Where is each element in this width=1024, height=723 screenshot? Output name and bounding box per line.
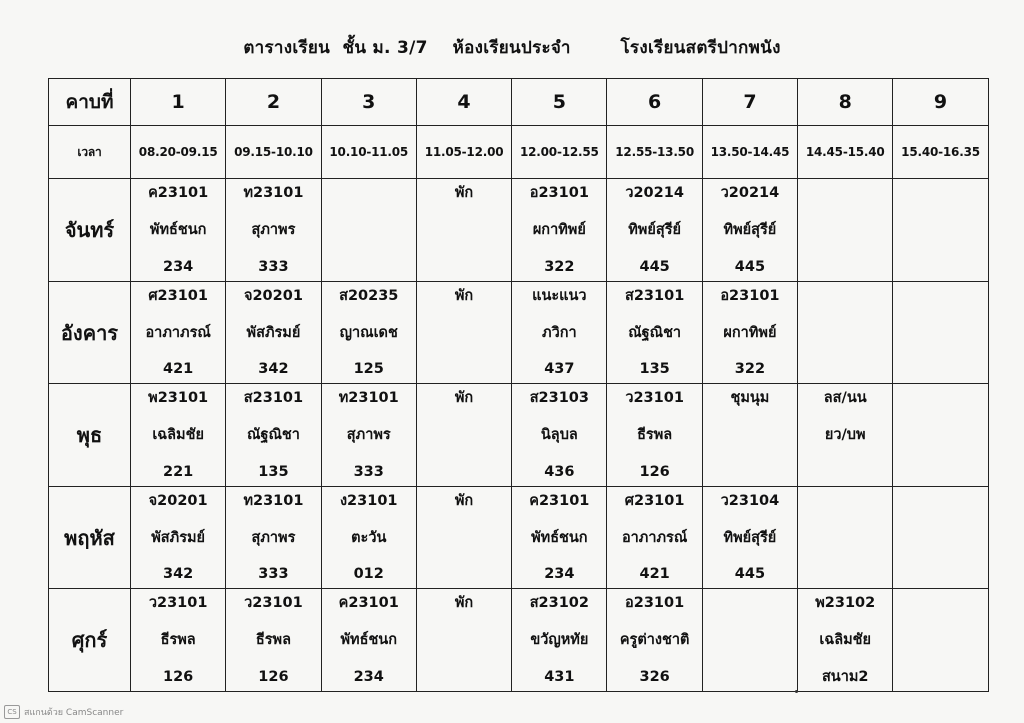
room-number	[417, 221, 511, 239]
class-entry	[322, 589, 416, 691]
teacher-name	[417, 203, 511, 221]
class-entry	[703, 487, 797, 589]
subject-code: ค23101	[529, 492, 590, 509]
period-time: 12.00-12.55	[512, 126, 607, 179]
class-entry	[893, 487, 987, 589]
period-label: คาบที่	[49, 79, 131, 126]
subject-code: ลส/นน	[823, 390, 867, 407]
schedule-cell	[416, 589, 511, 692]
room-number: 445	[639, 258, 670, 275]
teacher-name	[703, 408, 797, 426]
class-entry	[607, 179, 701, 281]
room-number	[417, 529, 511, 547]
schedule-cell	[798, 486, 893, 589]
period-time: 08.20-09.15	[131, 126, 226, 179]
teacher-name: พัทธ์ชนก	[149, 222, 207, 239]
schedule-cell	[607, 486, 702, 589]
subject-code: พัก	[454, 287, 474, 304]
schedule-cell	[226, 384, 321, 487]
day-row	[49, 384, 989, 487]
timetable	[48, 78, 989, 692]
schedule-cell	[131, 486, 226, 589]
teacher-name	[893, 203, 987, 221]
subject-code: ท23101	[243, 492, 304, 509]
teacher-name: ธีรพล	[160, 632, 196, 649]
period-number: 7	[702, 79, 797, 126]
subject-code: ว23101	[148, 595, 208, 612]
subject-code: ส20235	[339, 287, 399, 304]
class-entry	[607, 282, 701, 384]
subject-code	[893, 288, 987, 306]
teacher-name: สุภาพร	[251, 222, 296, 239]
subject-code: ค23101	[148, 185, 209, 202]
teacher-name: ทิพย์สุรีย์	[723, 529, 777, 546]
room-number: 322	[544, 258, 575, 275]
subject-code: ค23101	[338, 595, 399, 612]
room-number	[893, 324, 987, 342]
class-entry	[798, 282, 892, 384]
subject-code	[322, 185, 416, 203]
subject-code: ว23104	[720, 492, 780, 509]
teacher-name: ยว/บพ	[824, 427, 866, 444]
period-time: 14.45-15.40	[798, 126, 893, 179]
class-entry	[322, 384, 416, 486]
subject-code: ว23101	[244, 595, 303, 612]
teacher-name: ทิพย์สุรีย์	[628, 222, 681, 239]
period-number: 2	[226, 79, 321, 126]
class-entry	[417, 384, 511, 486]
schedule-cell	[607, 281, 702, 384]
subject-code	[893, 595, 987, 613]
room-number: สนาม2	[821, 669, 869, 685]
teacher-name	[893, 613, 987, 631]
period-number: 5	[512, 79, 607, 126]
class-entry	[417, 487, 511, 589]
room-number	[417, 324, 511, 342]
class-entry	[226, 282, 320, 384]
teacher-name: นิลุบล	[540, 427, 578, 444]
teacher-name: ทิพย์สุรีย์	[723, 222, 777, 239]
room-number	[417, 631, 511, 649]
watermark-text: สแกนด้วย CamScanner	[24, 708, 124, 718]
teacher-name	[417, 613, 511, 631]
room-number	[703, 426, 797, 444]
class-entry	[226, 487, 320, 589]
teacher-name: ธีรพล	[255, 632, 291, 649]
class-entry	[322, 179, 416, 281]
class-entry	[893, 384, 987, 486]
teacher-name	[893, 408, 987, 426]
class-entry	[131, 282, 225, 384]
class-entry	[512, 589, 606, 691]
room-number: 431	[544, 669, 575, 685]
period-time: 12.55-13.50	[607, 126, 702, 179]
teacher-name	[798, 203, 892, 221]
period-time: 13.50-14.45	[702, 126, 797, 179]
subject-code: พัก	[454, 185, 474, 202]
teacher-name: อาภาภรณ์	[621, 529, 688, 546]
day-label: อังคาร	[49, 281, 131, 384]
room-number: 012	[353, 566, 384, 583]
class-entry	[417, 282, 511, 384]
subject-code: ท23101	[338, 390, 399, 407]
period-number: 6	[607, 79, 702, 126]
subject-code: อ23101	[529, 185, 589, 202]
class-entry	[226, 179, 320, 281]
class-entry	[607, 487, 701, 589]
room-number	[703, 631, 797, 649]
room-number: 333	[353, 463, 384, 480]
day-row	[49, 486, 989, 589]
class-entry	[512, 179, 606, 281]
subject-code: ส23102	[529, 595, 589, 612]
class-entry	[131, 589, 225, 691]
schedule-cell	[131, 281, 226, 384]
schedule-cell	[226, 589, 321, 692]
time-label: เวลา	[49, 126, 131, 179]
subject-code: พัก	[454, 492, 474, 509]
schedule-cell	[798, 281, 893, 384]
schedule-cell	[226, 281, 321, 384]
class-entry	[703, 384, 797, 486]
subject-code: ชุมนุม	[730, 390, 770, 407]
schedule-cell	[893, 486, 988, 589]
subject-code: จ20201	[243, 287, 303, 304]
room-number: 126	[258, 669, 289, 685]
class-entry	[417, 589, 511, 691]
room-number: 445	[734, 566, 766, 583]
schedule-cell	[131, 589, 226, 692]
class-entry	[607, 384, 701, 486]
subject-code: พัก	[454, 390, 474, 407]
period-time: 09.15-10.10	[226, 126, 321, 179]
room-number: 333	[258, 566, 289, 583]
day-row	[49, 179, 989, 282]
subject-code: ท23101	[243, 185, 304, 202]
class-entry	[131, 487, 225, 589]
schedule-cell	[798, 179, 893, 282]
teacher-name: ผกาทิพย์	[723, 324, 777, 341]
period-header-row	[49, 79, 989, 126]
day-row	[49, 589, 989, 692]
teacher-name: ณัฐณิชา	[247, 427, 300, 444]
period-time: 15.40-16.35	[893, 126, 988, 179]
teacher-name	[417, 511, 511, 529]
schedule-cell	[702, 384, 797, 487]
subject-code: ส23101	[624, 287, 685, 304]
schedule-cell	[321, 384, 416, 487]
class-entry	[798, 487, 892, 589]
room-number	[893, 631, 987, 649]
teacher-name: ขวัญหทัย	[530, 632, 589, 649]
period-number: 3	[321, 79, 416, 126]
teacher-name: ตะวัน	[351, 529, 387, 546]
teacher-name: อาภาภรณ์	[145, 324, 211, 341]
room-number: 221	[163, 463, 194, 480]
teacher-name: ธีรพล	[637, 427, 673, 444]
schedule-cell	[512, 486, 607, 589]
class-entry	[512, 487, 606, 589]
subject-code: ส23103	[529, 390, 589, 407]
class-entry	[893, 282, 987, 384]
schedule-cell	[607, 179, 702, 282]
period-number: 9	[893, 79, 988, 126]
teacher-name	[417, 306, 511, 324]
room-number: 322	[734, 361, 766, 378]
schedule-cell	[512, 281, 607, 384]
room-number	[417, 426, 511, 444]
teacher-name	[417, 408, 511, 426]
class-entry	[703, 282, 797, 384]
subject-code: ศ23101	[624, 492, 685, 509]
class-entry	[226, 384, 320, 486]
room-number: 126	[639, 463, 670, 480]
schedule-cell	[321, 486, 416, 589]
schedule-cell	[893, 179, 988, 282]
teacher-name	[893, 306, 987, 324]
teacher-name	[893, 511, 987, 529]
scanner-watermark	[4, 705, 123, 719]
schedule-cell	[416, 281, 511, 384]
room-number: 436	[544, 463, 575, 480]
day-row	[49, 281, 989, 384]
teacher-name: สุภาพร	[346, 427, 391, 444]
subject-code	[798, 493, 892, 511]
teacher-name	[703, 613, 797, 631]
day-label: พุธ	[49, 384, 131, 487]
room-number	[798, 324, 892, 342]
schedule-cell	[798, 589, 893, 692]
room-number: 135	[639, 361, 670, 378]
teacher-name: พัสภิรมย์	[151, 529, 206, 546]
subject-code	[893, 493, 987, 511]
teacher-name: ภวิกา	[542, 324, 577, 341]
room-number: 342	[258, 361, 289, 378]
schedule-cell	[893, 589, 988, 692]
room-number: 234	[544, 566, 575, 583]
class-entry	[512, 282, 606, 384]
room-number: 326	[639, 669, 670, 685]
page-title: ตารางเรียน ชั้น ม. 3/7 ห้องเรียนประจำ โรงเรียนสตรีปากพนัง	[243, 38, 781, 58]
subject-code: ว20214	[720, 185, 780, 202]
schedule-cell	[702, 486, 797, 589]
schedule-cell	[131, 179, 226, 282]
teacher-name: ญาณเดช	[339, 324, 398, 341]
class-entry	[703, 589, 797, 691]
subject-code	[893, 390, 987, 408]
schedule-cell	[512, 179, 607, 282]
class-entry	[798, 384, 892, 486]
class-entry	[131, 179, 225, 281]
schedule-cell	[607, 384, 702, 487]
class-entry	[703, 179, 797, 281]
teacher-name	[322, 203, 416, 221]
subject-code: พ23102	[815, 595, 876, 612]
period-number: 8	[798, 79, 893, 126]
teacher-name: ณัฐณิชา	[628, 324, 682, 341]
teacher-name: พัทธ์ชนก	[340, 632, 397, 649]
room-number: 421	[639, 566, 670, 583]
schedule-cell	[226, 486, 321, 589]
room-number	[893, 426, 987, 444]
schedule-cell	[416, 384, 511, 487]
schedule-cell	[321, 589, 416, 692]
schedule-cell	[416, 179, 511, 282]
day-label: จันทร์	[49, 179, 131, 282]
schedule-cell	[321, 281, 416, 384]
subject-code	[798, 288, 892, 306]
schedule-cell	[893, 281, 988, 384]
time-header-row	[49, 126, 989, 179]
subject-code: พัก	[454, 595, 474, 612]
subject-code	[798, 185, 892, 203]
camscanner-logo-icon: CS	[4, 705, 20, 719]
subject-code: ว23101	[625, 390, 684, 407]
room-number: 234	[353, 669, 384, 685]
room-number: 421	[163, 361, 194, 378]
class-entry	[417, 179, 511, 281]
class-entry	[322, 282, 416, 384]
subject-code	[703, 595, 797, 613]
period-number: 4	[416, 79, 511, 126]
room-number: 342	[163, 566, 194, 583]
class-entry	[226, 589, 320, 691]
teacher-name	[798, 511, 892, 529]
subject-code: ศ23101	[148, 287, 208, 304]
class-entry	[893, 589, 987, 691]
schedule-cell	[512, 589, 607, 692]
class-entry	[893, 179, 987, 281]
room-number: 234	[163, 258, 194, 275]
teacher-name: พัสภิรมย์	[246, 324, 301, 341]
period-number: 1	[131, 79, 226, 126]
schedule-cell	[321, 179, 416, 282]
room-number	[798, 464, 892, 482]
schedule-cell	[702, 179, 797, 282]
room-number	[798, 529, 892, 547]
room-number: 135	[258, 463, 289, 480]
teacher-name: สุภาพร	[251, 529, 296, 546]
schedule-cell	[226, 179, 321, 282]
room-number: 125	[353, 361, 384, 378]
day-label: พฤหัส	[49, 486, 131, 589]
schedule-cell	[416, 486, 511, 589]
class-entry	[798, 589, 892, 691]
class-entry	[607, 589, 701, 691]
room-number	[893, 529, 987, 547]
schedule-cell	[798, 384, 893, 487]
subject-code: ส23101	[243, 390, 304, 407]
subject-code: พ23101	[148, 390, 209, 407]
teacher-name: ครูต่างชาติ	[619, 632, 690, 649]
room-number	[798, 221, 892, 239]
teacher-name	[798, 306, 892, 324]
room-number: 126	[163, 669, 194, 685]
room-number	[322, 221, 416, 239]
subject-code: อ23101	[625, 595, 685, 612]
class-entry	[512, 384, 606, 486]
period-time: 10.10-11.05	[321, 126, 416, 179]
subject-code: จ20201	[148, 492, 208, 509]
teacher-name: เฉลิมชัย	[819, 632, 872, 649]
schedule-cell	[702, 281, 797, 384]
subject-code: ง23101	[339, 492, 398, 509]
room-number: 437	[544, 361, 575, 378]
period-time: 11.05-12.00	[416, 126, 511, 179]
scan-speck	[795, 690, 798, 693]
subject-code	[893, 185, 987, 203]
day-label: ศุกร์	[49, 589, 131, 692]
room-number	[893, 221, 987, 239]
subject-code: แนะแนว	[532, 287, 587, 304]
teacher-name: พัทธ์ชนก	[531, 529, 588, 546]
subject-code: ว20214	[625, 185, 684, 202]
class-entry	[798, 179, 892, 281]
teacher-name: เฉลิมชัย	[152, 427, 204, 444]
room-number: 445	[734, 258, 766, 275]
class-entry	[131, 384, 225, 486]
teacher-name: ผกาทิพย์	[532, 222, 586, 239]
room-number: 333	[258, 258, 289, 275]
schedule-cell	[607, 589, 702, 692]
schedule-cell	[512, 384, 607, 487]
class-entry	[322, 487, 416, 589]
schedule-cell	[702, 589, 797, 692]
subject-code: อ23101	[720, 287, 780, 304]
schedule-cell	[131, 384, 226, 487]
schedule-cell	[893, 384, 988, 487]
